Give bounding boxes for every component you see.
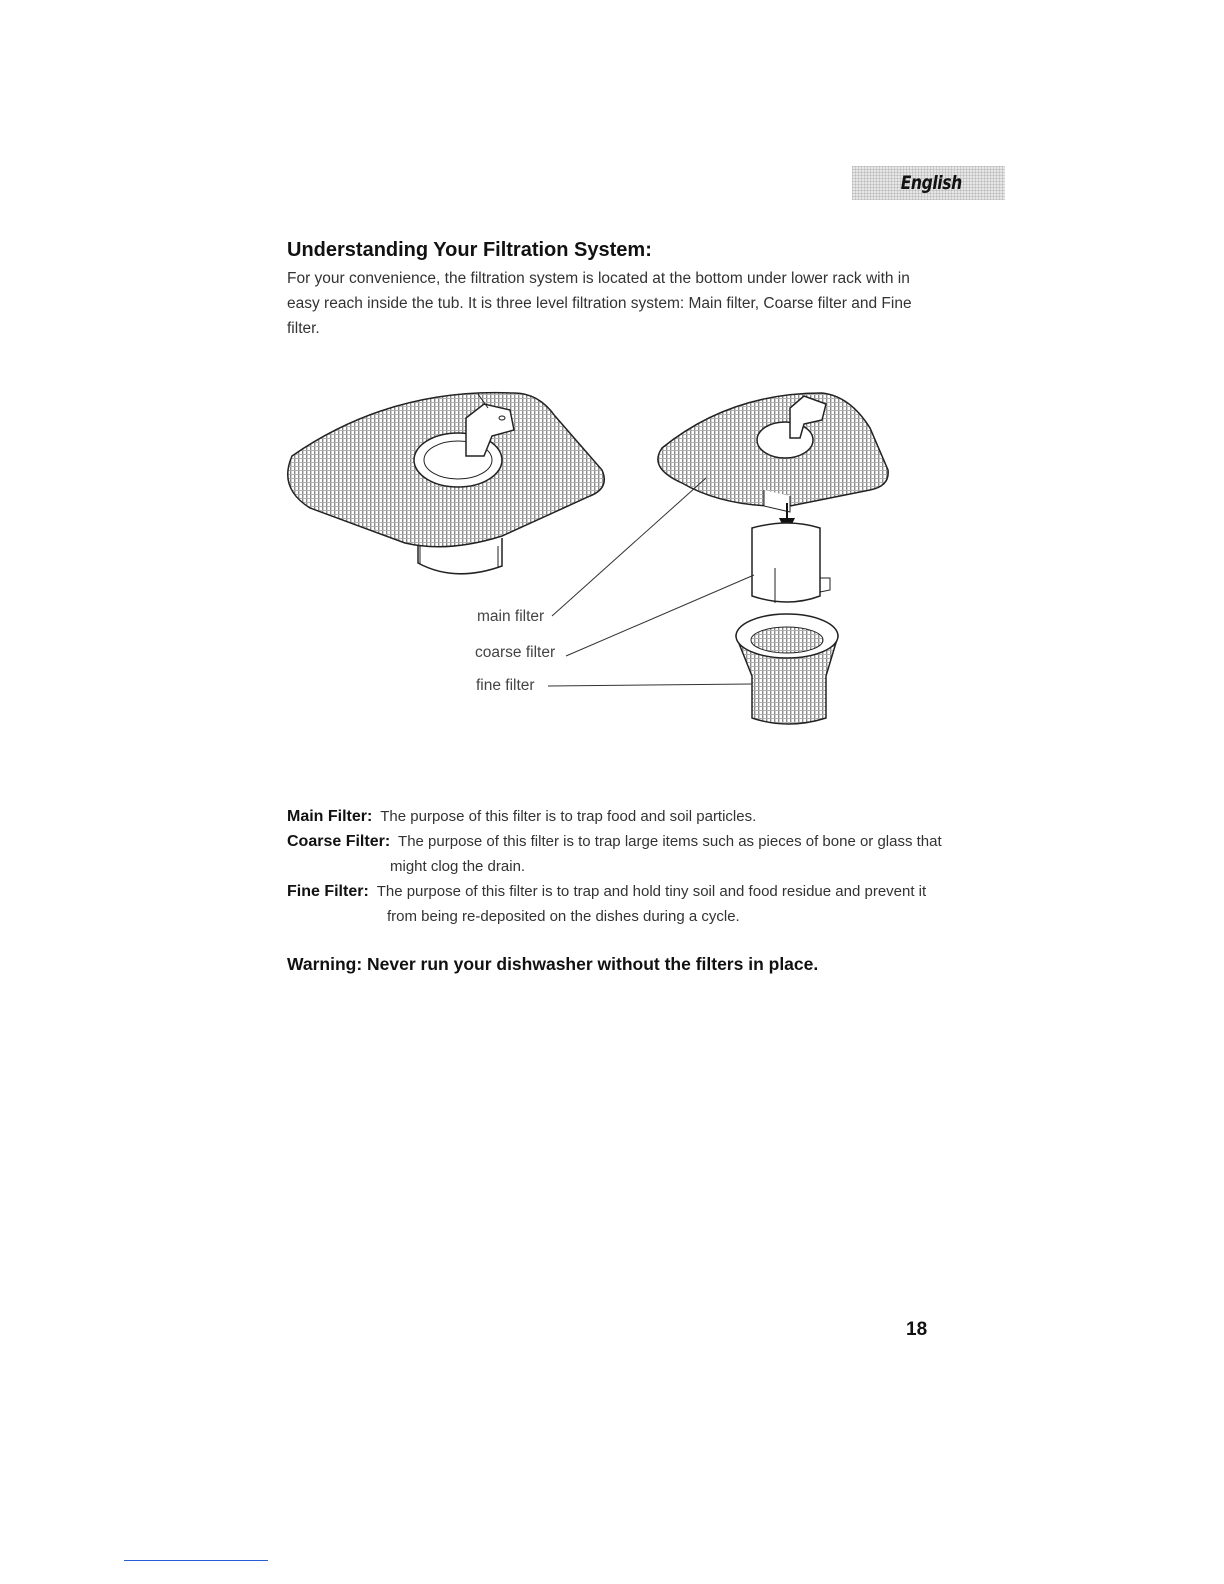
filter-definitions (287, 804, 947, 929)
definition-main-filter (287, 804, 947, 829)
main-filter-label: main filter (477, 608, 545, 625)
definition-coarse-filter (287, 829, 947, 879)
definition-term: Coarse Filter: (287, 833, 391, 850)
fine-filter-label: fine filter (476, 677, 535, 694)
definition-term: Main Filter: (287, 808, 373, 825)
language-tab (852, 166, 1005, 200)
section-title: Understanding Your Filtration System: (287, 239, 652, 261)
filtration-diagram (270, 378, 910, 738)
definition-text: The purpose of this filter is to trap large items such as pieces of bone or glass that might clog the drain. (390, 833, 942, 875)
coarse-filter-illustration (752, 523, 830, 603)
definition-text: The purpose of this filter is to trap food and soil particles. (380, 808, 757, 825)
language-tab-label: English (900, 172, 963, 194)
definition-text: The purpose of this filter is to trap and hold tiny soil and food residue and prevent it from being re-deposited on the dishes during a cycle. (376, 883, 927, 925)
footer-rule (124, 1560, 268, 1561)
definition-term: Fine Filter: (287, 883, 369, 900)
definition-fine-filter (287, 879, 947, 929)
main-filter-illustration (658, 393, 888, 512)
fine-filter-illustration (736, 614, 838, 724)
intro-paragraph: For your convenience, the filtration system is located at the bottom under lower rack with in easy reach inside the tub. It is three level filtration system: Main filter, Coarse filter and Fine filter. (287, 270, 912, 337)
warning-text: Warning: Never run your dishwasher without the filters in place. (287, 954, 819, 974)
page-number: 18 (906, 1319, 928, 1340)
coarse-filter-label: coarse filter (475, 644, 556, 661)
assembled-filter-illustration (288, 393, 605, 574)
